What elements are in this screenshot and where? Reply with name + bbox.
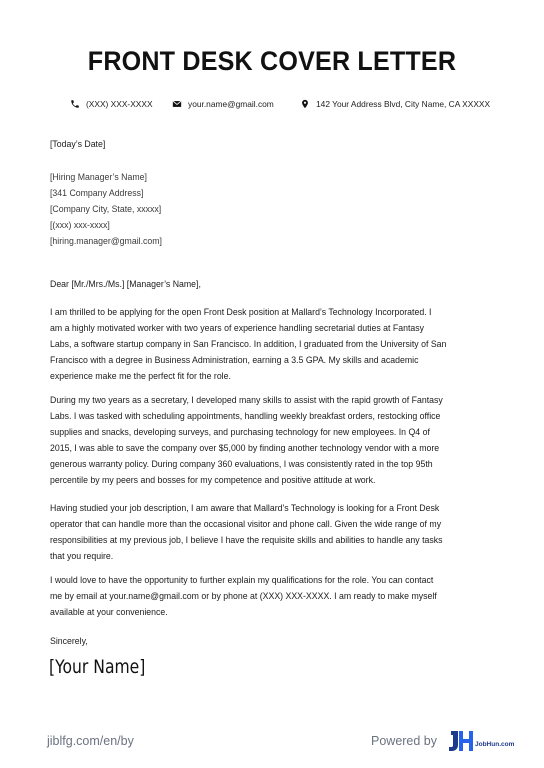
envelope-icon: [172, 99, 182, 109]
phone-text: (XXX) XXX-XXXX: [86, 99, 153, 109]
paragraph-intro: [50, 305, 500, 385]
recipient-email: [hiring.manager@gmail.com]: [50, 235, 162, 246]
jobhun-logo-icon: [447, 728, 517, 754]
paragraph-line: Having studied your job description, I am aware that Mallard’s Technology is looking for a Front Desk: [50, 503, 440, 513]
document-title: FRONT DESK COVER LETTER: [87, 46, 457, 76]
paragraph-line: experience make me the perfect fit for the role.: [50, 370, 231, 381]
recipient-address: [341 Company Address]: [50, 187, 144, 198]
recipient-phone: [(xxx) xxx-xxxx]: [50, 219, 110, 230]
paragraph-line: operator that can handle more than the occasional visitor and phone call. Given the wide range of my: [50, 518, 442, 529]
closing: Sincerely,: [50, 636, 88, 646]
recipient-block: [50, 170, 500, 250]
paragraph-line: Labs, a software startup company in San Francisco. In addition, I graduated from the University of San: [50, 338, 447, 349]
salutation: Dear [Mr./Mrs./Ms.] [Manager’s Name],: [50, 279, 201, 289]
footer-url[interactable]: jiblfg.com/en/by: [47, 734, 134, 748]
map-pin-icon: [300, 99, 310, 109]
paragraph-line: supplies and snacks, developing surveys, and purchasing technology for new employees. In Q4 of: [50, 426, 430, 437]
signature: [Your Name]: [49, 656, 146, 678]
logo-text: JobHun.com: [475, 741, 515, 748]
paragraph-line: I would love to have the opportunity to further explain my qualifications for the role. You can contact: [50, 575, 434, 585]
contact-phone: [70, 99, 153, 109]
paragraph-line: I am thrilled to be applying for the open Front Desk position at Mallard’s Technology Incorporated. I: [50, 307, 432, 317]
paragraph-experience: [50, 393, 500, 488]
recipient-name: [Hiring Manager’s Name]: [50, 172, 147, 182]
paragraph-fit: [50, 501, 500, 565]
paragraph-line: am a highly motivated worker with two years of experience handling secretarial duties at Fantasy: [50, 322, 425, 333]
jobhun-logo[interactable]: [447, 728, 517, 754]
paragraph-line: During my two years as a secretary, I developed many skills to assist with the rapid growth of Fantasy: [50, 395, 443, 405]
phone-icon: [70, 99, 80, 109]
recipient-city: [Company City, State, xxxxx]: [50, 203, 162, 214]
powered-by-label: Powered by: [371, 734, 438, 748]
contact-email: [172, 99, 274, 109]
paragraph-line: me by email at your.name@gmail.com or by phone at (XXX) XXX-XXXX. I am ready to make myself: [50, 590, 437, 601]
paragraph-line: that you require.: [50, 550, 114, 561]
paragraph-line: Labs. I was tasked with scheduling appointments, handling weekly breakfast orders, restocking office: [50, 410, 441, 421]
paragraph-closing: [50, 573, 500, 621]
letter-date: [Today’s Date]: [50, 139, 106, 149]
paragraph-line: responsibilities at my previous job, I believe I have the requisite skills and abilities to handle any tasks: [50, 534, 443, 545]
paragraph-line: percentile by my peers and bosses for my competence and positive attitude at work.: [50, 474, 376, 485]
address-text: 142 Your Address Blvd, City Name, CA XXXXX: [316, 99, 491, 109]
paragraph-line: generous warranty policy. During company 360 evaluations, I was consistently rated in the top 95th: [50, 458, 433, 469]
paragraph-line: available at your convenience.: [50, 606, 168, 617]
email-text: your.name@gmail.com: [188, 99, 274, 109]
contact-address: [300, 99, 490, 109]
paragraph-line: Francisco with a degree in Business Administration, earning a 3.5 GPA. My skills and academic: [50, 354, 419, 365]
paragraph-line: 2015, I was able to save the company over $5,000 by finding another technology vendor with a more: [50, 442, 440, 453]
